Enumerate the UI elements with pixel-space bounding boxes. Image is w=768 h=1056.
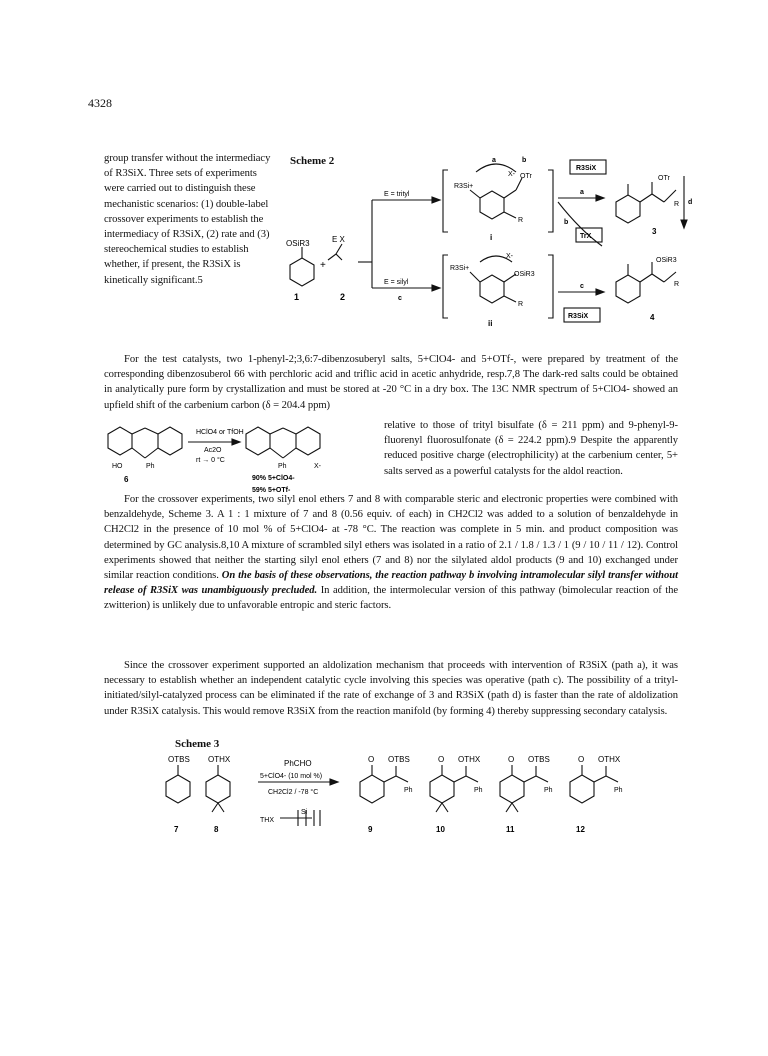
reagent-mid: Ac2O [204, 447, 222, 454]
scheme2-label-3: 3 [652, 227, 657, 236]
scheme2-label-4: 4 [650, 313, 655, 322]
scheme3-title: Scheme 3 [175, 738, 220, 750]
scheme2-r3six-bottom: R3SiX [568, 313, 589, 320]
scheme2-label-2: 2 [340, 292, 346, 302]
scheme2-path-b: b [564, 219, 569, 226]
scheme2-label-1: 1 [294, 292, 300, 302]
scheme3-o-9: O [368, 755, 375, 764]
scheme2-diagram [280, 150, 700, 340]
yield-clo4: 90% 5+ClO4- [252, 475, 295, 482]
scheme2-plus: + [320, 260, 326, 271]
scheme3-ring-9 [360, 775, 384, 803]
side-text: relative to those of trityl bisulfate (δ = 211 ppm) and 9-phenyl-9-fluorenyl fluorosulfonate (δ = 224.2 ppm).9 Despite the apparently reduced positive charge (electrophilicity) at the carbenium center, 5+ salts served as a powerful catalysts for the aldol reaction. [384, 420, 678, 477]
scheme2-ring-1 [290, 258, 314, 286]
reagent-conditions: rt → 0 °C [196, 457, 225, 464]
ring-5b [296, 427, 320, 455]
scheme3-otbs-11: OTBS [528, 755, 550, 764]
paragraph-2-italic: On the basis of these observations, the reaction pathway b involving intramolecular silyl transfer without release of R3SiX was unambiguously precluded. [104, 570, 678, 597]
scheme3-ph-12: Ph [614, 787, 623, 794]
label-x: X- [314, 463, 321, 470]
scheme2-path-c-left: c [398, 295, 402, 302]
scheme2-ring-4 [616, 275, 640, 303]
scheme2-r-4: R [674, 281, 680, 288]
scheme3-label-9: 9 [368, 825, 373, 834]
paragraph-1: For the test catalysts, two 1-phenyl-2;3,6:7-dibenzosuberyl salts, 5+ClO4- and 5+OTf-, were prepared by treatment of the corresponding dibenzosuberol 66 with perchloric acid and triflic acid in acetic anhydride, resp.7,8 The dark-red salts could be obtained in analytically pure form by crystallization and must be stored at -20 °C in a dry box. The 13C NMR spectrum of 5+ClO4- showed an upfield shift of the carbenium carbon (δ = 204.4 ppm) [104, 354, 678, 411]
paragraph-2-main: For the crossover experiments, two silyl enol ethers 7 and 8 with comparable steric and electronic properties were combined with benzaldehyde, Scheme 3. A 1 : 1 mixture of 7 and 8 (0.56 equiv. of each) in CH2Cl2 was added to a solution of benzaldehyde in CH2Cl2 in the presence of 10 mol % of 5+ClO4- at -78 °C. The reaction was complete in 5 min. and product composition was determined by GC analysis.8,10 A mixture of scrambled silyl ethers was isolated in a ratio of 2.1 / 1.8 / 1.3 / 1 (9 / 10 / 11 / 12). Control experiments showed that neither the starting silyl enol ethers (7 and 8) nor the silylated aldol products (9 and 10) exchanged under similar reaction conditions. [104, 494, 678, 582]
scheme2-r-i: R [518, 217, 524, 224]
scheme3-othx-8: OTHX [208, 755, 231, 764]
label-6: 6 [124, 475, 129, 484]
scheme3-ring-11 [500, 775, 524, 803]
scheme2-r-ii: R [518, 301, 524, 308]
page-number: 4328 [88, 96, 112, 110]
scheme3-ring-12 [570, 775, 594, 803]
scheme3-ph-9: Ph [404, 787, 413, 794]
scheme2-path-b-top: b [522, 157, 527, 164]
scheme3-label-11: 11 [506, 825, 515, 834]
scheme3-o-11: O [508, 755, 515, 764]
scheme2-r-3: R [674, 201, 680, 208]
scheme2-ring-ii [480, 275, 504, 303]
scheme2-r3si-i: R3Si+ [454, 183, 474, 190]
label-ph-6: Ph [146, 463, 155, 470]
scheme3-label-7: 7 [174, 825, 179, 834]
scheme2-otr-i: OTr [520, 173, 532, 180]
scheme3-ph-10: Ph [474, 787, 483, 794]
label-ph-5: Ph [278, 463, 287, 470]
scheme2-path-d: d [688, 199, 693, 206]
scheme2-ring-i [480, 191, 504, 219]
scheme2-ring-3 [616, 195, 640, 223]
scheme2-otr-3: OTr [658, 175, 670, 182]
scheme3-solvent: CH2Cl2 / -78 °C [268, 789, 319, 796]
scheme2-label-ii: ii [488, 319, 493, 328]
scheme3-thx: THX [260, 817, 274, 824]
scheme3-othx-12: OTHX [598, 755, 621, 764]
label-ho: HO [112, 463, 123, 470]
scheme2-branch-bottom: E = silyl [384, 279, 409, 286]
ring-5a [246, 427, 270, 455]
scheme2-osir3-1: OSiR3 [286, 239, 310, 248]
scheme2-osir3-ii: OSiR3 [514, 271, 535, 278]
scheme3-ring-7 [166, 775, 190, 803]
scheme2-path-a-top: a [492, 157, 496, 164]
scheme2-path-c: c [580, 283, 584, 290]
scheme3-otbs-7: OTBS [168, 755, 190, 764]
scheme3-othx-10: OTHX [458, 755, 481, 764]
scheme2-x-i: X- [508, 171, 515, 178]
scheme3-label-12: 12 [576, 825, 585, 834]
scheme2-path-a: a [580, 189, 584, 196]
scheme3-label-10: 10 [436, 825, 445, 834]
scheme3-o-12: O [578, 755, 585, 764]
paragraph-2 [104, 492, 678, 614]
scheme-dibenzosuberyl [102, 416, 378, 500]
scheme2-label-i: i [490, 233, 493, 242]
left-column-text: group transfer without the intermediacy of R3SiX. Three sets of experiments were carried out to distinguish these mechanistic scenarios: (1) double-label crossover experiments to establish the intermediacy of R3SiX, (2) rate and (3) stereochemical studies to establish whether, if present, the R3SiX is kinetically significant.5 [104, 153, 271, 286]
scheme3-phcho: PhCHO [284, 759, 312, 768]
scheme2-trx: TrX [580, 233, 592, 240]
yield-otf: 59% 5+OTf- [252, 487, 291, 494]
scheme2-x-ii: X- [506, 253, 513, 260]
scheme3-o-10: O [438, 755, 445, 764]
scheme2-r3si-ii: R3Si+ [450, 265, 470, 272]
scheme3-label-8: 8 [214, 825, 219, 834]
scheme2-title: Scheme 2 [290, 155, 335, 167]
scheme2-ex: E X [332, 235, 345, 244]
paragraph-2-end: In addition, the intermolecular version of this pathway (bimolecular reaction of the zwitterion) is unlikely due to unfavorable entropic and steric factors. [104, 585, 679, 612]
scheme3-ring-10 [430, 775, 454, 803]
reagent-top: HClO4 or TfOH [196, 429, 244, 436]
scheme3-catalyst: 5+ClO4- (10 mol %) [260, 773, 323, 780]
ring-6a [108, 427, 132, 455]
scheme3-diagram [160, 752, 700, 838]
scheme2-r3six-top: R3SiX [576, 165, 597, 172]
scheme3-si: Si [301, 809, 308, 816]
scheme3-ring-8 [206, 775, 230, 803]
scheme3-otbs-9: OTBS [388, 755, 410, 764]
ring-6b [158, 427, 182, 455]
scheme2-branch-top: E = trityl [384, 191, 410, 198]
paragraph-3: Since the crossover experiment supported an aldolization mechanism that proceeds with intervention of R3SiX (path a), it was necessary to establish whether an independent catalytic cycle involving this species was operative (path c). The possibility of a trityl-initiated/silyl-catalyzed process can be eliminated if the rate of exchange of 3 and R3SiX (path d) is faster than the rate of aldolization under R3SiX catalysis. This would remove R3SiX from the reaction manifold (by forming 4) thereby suppressing secondary catalysis. [104, 660, 678, 717]
scheme3-ph-11: Ph [544, 787, 553, 794]
scheme2-osir3-4: OSiR3 [656, 257, 677, 264]
